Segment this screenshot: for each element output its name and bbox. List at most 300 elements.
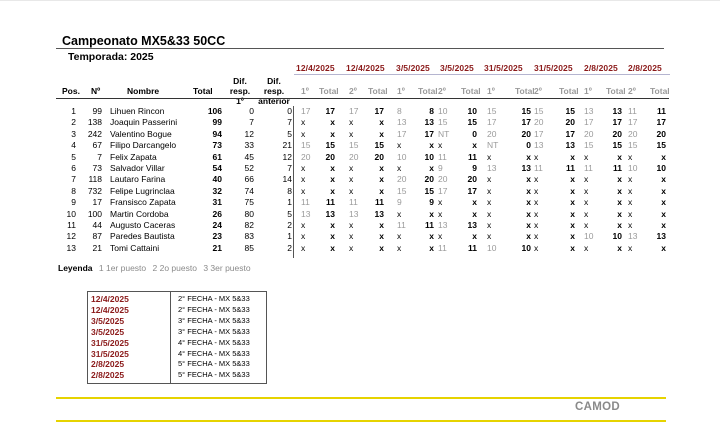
race-position: 15 (584, 140, 594, 151)
race-sub-header: Total (418, 86, 438, 96)
race-total: 13 (467, 220, 477, 230)
schedule-event: 3° FECHA - MX 5&33 (178, 315, 250, 325)
race-total: x (661, 208, 666, 219)
race-total: x (379, 174, 384, 185)
schedule-item (88, 327, 266, 337)
race-total: x (472, 140, 477, 151)
row-name: Felix Zapata (110, 151, 157, 162)
row-diff-first: 0 (249, 106, 254, 116)
row-total: 73 (212, 140, 222, 151)
race-total: 10 (656, 163, 666, 173)
footer-rule-top (56, 397, 666, 399)
race-total: 17 (424, 128, 434, 139)
race-position: x (397, 231, 402, 242)
row-position: 9 (71, 197, 76, 208)
race-position: x (487, 185, 492, 196)
race-sub-header: Total (319, 86, 339, 96)
race-total: 17 (467, 185, 477, 196)
race-position: x (438, 231, 443, 242)
row-name: Augusto Caceras (110, 220, 176, 230)
race-total: x (617, 151, 622, 162)
race-total: x (330, 185, 335, 196)
race-total: x (330, 163, 335, 173)
row-diff-first: 33 (244, 140, 254, 151)
race-position: 13 (534, 140, 544, 151)
race-total: x (429, 242, 434, 253)
race-position: 13 (584, 106, 594, 116)
race-total: x (429, 231, 434, 242)
schedule-item (88, 294, 266, 304)
table-row (0, 197, 720, 208)
race-position: x (438, 208, 443, 219)
race-position: x (301, 128, 306, 139)
race-sub-header: 2º (628, 86, 636, 96)
race-position: x (628, 197, 633, 208)
race-total: 15 (521, 106, 531, 116)
row-number: 118 (88, 174, 102, 185)
race-position: x (584, 151, 589, 162)
race-position: NT (487, 140, 499, 151)
race-position: x (301, 117, 306, 128)
race-position: 8 (397, 106, 402, 116)
race-total: x (661, 151, 666, 162)
row-diff-first: 12 (244, 128, 254, 139)
race-total: 13 (325, 208, 335, 219)
header-total: Total (193, 86, 213, 96)
row-number: 21 (92, 242, 102, 253)
race-position: x (534, 242, 539, 253)
race-total: x (330, 242, 335, 253)
row-position: 1 (71, 106, 76, 116)
legend-third: 3 3er puesto (203, 263, 251, 273)
race-total: x (526, 208, 531, 219)
row-diff-prev: 7 (287, 117, 292, 128)
table-row (0, 129, 720, 140)
race-position: x (487, 151, 492, 162)
row-number: 44 (92, 220, 102, 230)
footer-brand: CAMOD (575, 401, 620, 413)
race-position: x (301, 185, 306, 196)
schedule-date: 3/5/2025 (91, 315, 125, 326)
race-position: x (534, 220, 539, 230)
race-total: x (570, 220, 575, 230)
header-dif2-line3: anterior (258, 96, 290, 106)
race-position: 13 (487, 163, 497, 173)
row-total: 99 (212, 117, 222, 128)
row-number: 242 (87, 128, 102, 139)
schedule-item (88, 305, 266, 315)
race-position: x (301, 242, 306, 253)
race-total: 15 (325, 140, 335, 151)
race-position: 17 (487, 117, 497, 128)
table-row (0, 140, 720, 151)
schedule-date: 12/4/2025 (91, 304, 129, 315)
race-position: x (534, 185, 539, 196)
race-total: x (570, 231, 575, 242)
race-position: x (397, 208, 402, 219)
race-position: 11 (438, 151, 447, 162)
row-total: 24 (212, 220, 222, 230)
race-position: x (628, 220, 633, 230)
schedule-date: 31/5/2025 (91, 348, 129, 359)
race-total: 17 (325, 106, 335, 116)
race-position: 13 (301, 208, 311, 219)
race-position: x (438, 140, 443, 151)
schedule-item (88, 316, 266, 326)
row-total: 26 (212, 208, 222, 219)
race-position: 20 (487, 128, 497, 139)
race-position: 11 (534, 163, 543, 173)
row-name: Fransisco Zapata (110, 197, 176, 208)
race-total: x (472, 231, 477, 242)
row-diff-first: 75 (244, 197, 254, 208)
schedule-date: 2/8/2025 (91, 359, 125, 370)
schedule-item (88, 338, 266, 348)
race-position: 9 (397, 197, 402, 208)
race-position: x (397, 242, 402, 253)
row-diff-first: 7 (249, 117, 254, 128)
row-number: 732 (87, 185, 102, 196)
race-total: 10 (467, 106, 477, 116)
race-total: 13 (612, 106, 622, 116)
race-position: 10 (628, 163, 638, 173)
race-position: x (487, 174, 492, 185)
race-total: x (526, 197, 531, 208)
table-row (0, 231, 720, 242)
race-position: x (534, 197, 539, 208)
race-position: 10 (397, 151, 407, 162)
row-position: 8 (71, 185, 76, 196)
table-row (0, 174, 720, 185)
race-total: 17 (565, 128, 575, 139)
race-total: 17 (656, 117, 666, 128)
race-total: x (617, 197, 622, 208)
race-total: x (429, 140, 434, 151)
row-position: 6 (71, 163, 76, 173)
race-position: 15 (628, 140, 638, 151)
date-header: 2/8/2025 (584, 63, 618, 73)
schedule-event: 4° FECHA - MX 5&33 (178, 348, 250, 358)
race-total: x (330, 128, 335, 139)
race-position: x (534, 151, 539, 162)
row-number: 73 (92, 163, 102, 173)
race-total: 11 (613, 163, 622, 173)
race-position: 10 (584, 231, 594, 242)
race-total: 17 (612, 117, 622, 128)
race-total: x (617, 220, 622, 230)
season-label: Temporada: 2025 (68, 51, 154, 63)
schedule-item (88, 359, 266, 369)
row-total: 32 (212, 185, 222, 196)
race-position: x (584, 242, 589, 253)
race-position: x (349, 231, 354, 242)
race-total: x (330, 220, 335, 230)
race-total: 15 (467, 117, 477, 128)
race-position: 17 (628, 117, 638, 128)
row-diff-first: 82 (244, 220, 254, 230)
schedule-event: 5° FECHA - MX 5&33 (178, 370, 250, 380)
row-number: 7 (97, 151, 102, 162)
race-sub-header: 2º (438, 86, 446, 96)
race-position: 15 (301, 140, 311, 151)
race-total: x (526, 185, 531, 196)
race-position: x (438, 197, 443, 208)
schedule-item (88, 370, 266, 380)
race-sub-header: Total (461, 86, 481, 96)
row-total: 94 (212, 128, 222, 139)
schedule-event: 4° FECHA - MX 5&33 (178, 337, 250, 347)
race-total: 11 (468, 151, 477, 162)
race-total: 20 (521, 128, 531, 139)
row-diff-prev: 12 (282, 151, 292, 162)
race-position: 13 (397, 117, 407, 128)
schedule-event: 2° FECHA - MX 5&33 (178, 294, 250, 303)
race-total: x (330, 174, 335, 185)
race-total: x (661, 242, 666, 253)
race-total: x (429, 208, 434, 219)
row-diff-prev: 8 (287, 185, 292, 196)
race-total: x (379, 163, 384, 173)
page-title: Campeonato MX5&33 50CC (62, 34, 226, 48)
schedule-date: 12/4/2025 (91, 294, 129, 304)
race-total: 20 (467, 174, 477, 185)
race-total: 13 (656, 231, 666, 242)
race-total: x (617, 208, 622, 219)
race-sub-header: 1º (584, 86, 592, 96)
header-pos: Pos. (62, 86, 80, 96)
race-position: x (628, 242, 633, 253)
row-diff-first: 66 (244, 174, 254, 185)
race-position: x (487, 231, 492, 242)
race-total: x (526, 231, 531, 242)
header-dif1-line3: 1º (236, 96, 244, 106)
race-position: x (301, 163, 306, 173)
race-total: 13 (521, 163, 531, 173)
race-position: 15 (349, 140, 359, 151)
race-sub-header: 2º (534, 86, 542, 96)
race-position: 13 (628, 231, 638, 242)
race-total: 9 (472, 163, 477, 173)
top-border (0, 0, 720, 1)
race-total: 20 (325, 151, 335, 162)
row-position: 10 (66, 208, 76, 219)
race-position: 11 (438, 242, 447, 253)
race-position: 20 (438, 174, 448, 185)
race-total: 20 (424, 174, 434, 185)
race-position: x (628, 185, 633, 196)
row-name: Filipo Darcangelo (110, 140, 177, 151)
legend (58, 263, 251, 273)
race-position: 20 (349, 151, 359, 162)
row-name: Lihuen Rincon (110, 106, 165, 116)
race-total: x (617, 185, 622, 196)
race-total: 15 (656, 140, 666, 151)
race-total: x (661, 197, 666, 208)
race-total: x (526, 220, 531, 230)
date-header-divider (294, 74, 670, 75)
table-row (0, 243, 720, 254)
race-position: 17 (438, 185, 448, 196)
row-diff-prev: 2 (287, 242, 292, 253)
schedule-event: 3° FECHA - MX 5&33 (178, 326, 250, 336)
race-total: x (472, 208, 477, 219)
row-position: 13 (66, 242, 76, 253)
row-total: 31 (212, 197, 222, 208)
table-row (0, 152, 720, 163)
date-header: 12/4/2025 (296, 63, 335, 73)
row-diff-prev: 0 (287, 106, 292, 116)
header-dif2-line2: resp. (263, 86, 285, 96)
row-name: Salvador Villar (110, 163, 165, 173)
race-total: x (570, 208, 575, 219)
row-name: Tomi Cattaini (110, 242, 160, 253)
race-position: 10 (438, 106, 448, 116)
race-total: 20 (565, 117, 575, 128)
race-total: 13 (565, 140, 575, 151)
race-position: 13 (438, 220, 448, 230)
race-total: x (379, 117, 384, 128)
race-position: 15 (534, 106, 544, 116)
header-dif1-line2: resp. (229, 86, 251, 96)
row-diff-first: 45 (244, 151, 254, 162)
row-position: 2 (71, 117, 76, 128)
race-position: 11 (584, 163, 593, 173)
race-position: 9 (438, 163, 443, 173)
race-total: x (570, 185, 575, 196)
race-position: 20 (584, 128, 594, 139)
race-position: x (584, 174, 589, 185)
row-diff-prev: 5 (287, 128, 292, 139)
race-sub-header: Total (559, 86, 579, 96)
race-total: 17 (521, 117, 531, 128)
race-total: x (661, 174, 666, 185)
row-name: Felipe Lugrinclaa (110, 185, 175, 196)
race-position: 15 (487, 106, 497, 116)
row-diff-first: 83 (244, 231, 254, 242)
race-total: 11 (566, 163, 575, 173)
race-total: x (379, 231, 384, 242)
race-position: 10 (487, 242, 497, 253)
row-name: Joaquin Passerini (110, 117, 178, 128)
race-position: x (534, 231, 539, 242)
race-position: 17 (301, 106, 311, 116)
race-position: x (349, 163, 354, 173)
race-position: x (628, 174, 633, 185)
race-sub-header: 1º (301, 86, 309, 96)
date-header: 12/4/2025 (346, 63, 385, 73)
race-position: x (487, 208, 492, 219)
race-total: 15 (612, 140, 622, 151)
race-total: 10 (612, 231, 622, 242)
row-total: 61 (212, 151, 222, 162)
race-total: 15 (424, 185, 434, 196)
race-sub-header: Total (650, 86, 670, 96)
row-total: 23 (212, 231, 222, 242)
race-sub-header: 1º (397, 86, 405, 96)
race-total: x (661, 220, 666, 230)
header-num: Nº (91, 86, 101, 96)
race-position: 20 (534, 117, 544, 128)
race-position: x (349, 220, 354, 230)
schedule-event: 2° FECHA - MX 5&33 (178, 304, 250, 314)
race-position: x (487, 220, 492, 230)
race-position: 17 (584, 117, 594, 128)
race-total: 13 (374, 208, 384, 219)
race-position: x (397, 140, 402, 151)
title-divider (56, 48, 664, 49)
row-diff-first: 74 (244, 185, 254, 196)
table-row (0, 220, 720, 231)
race-total: 20 (656, 128, 666, 139)
race-total: x (472, 197, 477, 208)
race-total: 11 (375, 197, 384, 208)
race-total: 20 (612, 128, 622, 139)
schedule-item (88, 349, 266, 359)
race-sub-header: Total (368, 86, 388, 96)
header-name: Nombre (127, 86, 160, 96)
race-total: 15 (565, 106, 575, 116)
row-diff-prev: 2 (287, 220, 292, 230)
race-total: 11 (425, 220, 434, 230)
race-position: x (584, 185, 589, 196)
race-total: 13 (424, 117, 434, 128)
race-total: x (570, 151, 575, 162)
row-total: 21 (212, 242, 222, 253)
race-position: x (301, 174, 306, 185)
row-diff-first: 80 (244, 208, 254, 219)
schedule-date: 2/8/2025 (91, 370, 125, 381)
race-position: x (349, 128, 354, 139)
row-number: 87 (92, 231, 102, 242)
race-total: x (617, 174, 622, 185)
race-position: x (349, 174, 354, 185)
race-total: x (330, 231, 335, 242)
row-diff-prev: 21 (282, 140, 292, 151)
race-total: 11 (657, 106, 666, 116)
race-position: 15 (397, 185, 407, 196)
row-number: 99 (92, 106, 102, 116)
header-dif1-line1: Dif. (233, 76, 247, 86)
race-total: x (379, 185, 384, 196)
race-total: x (526, 174, 531, 185)
legend-first: 1 1er puesto (98, 263, 147, 273)
race-total: 10 (424, 151, 434, 162)
table-row (0, 186, 720, 197)
header-divider (56, 98, 669, 99)
race-position: x (349, 242, 354, 253)
table-row (0, 163, 720, 174)
race-total: x (429, 163, 434, 173)
legend-label: Leyenda (58, 263, 93, 273)
race-total: x (379, 220, 384, 230)
row-position: 7 (71, 174, 76, 185)
row-number: 17 (92, 197, 102, 208)
race-position: 11 (628, 106, 637, 116)
race-position: x (584, 220, 589, 230)
row-diff-prev: 1 (287, 197, 292, 208)
race-total: x (330, 117, 335, 128)
race-position: x (349, 117, 354, 128)
row-diff-prev: 1 (287, 231, 292, 242)
race-position: x (487, 197, 492, 208)
date-header: 3/5/2025 (440, 63, 474, 73)
schedule-box (87, 291, 267, 384)
race-position: x (584, 208, 589, 219)
row-position: 4 (71, 140, 76, 151)
row-diff-prev: 14 (282, 174, 292, 185)
row-position: 5 (71, 151, 76, 162)
race-position: 17 (397, 128, 407, 139)
